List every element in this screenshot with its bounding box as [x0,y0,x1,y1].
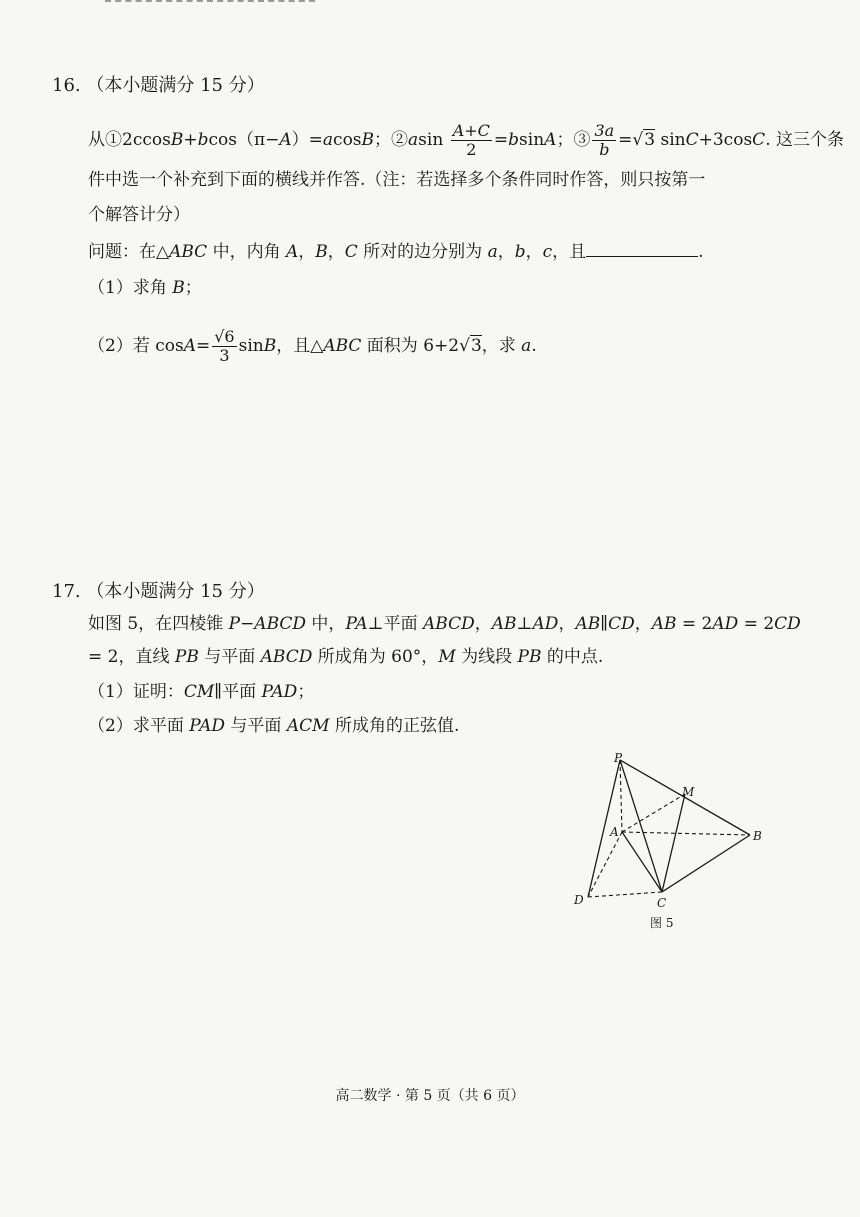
var: c [542,242,553,262]
text: ）= [291,130,323,150]
text: 中，内角 [207,242,286,262]
text: + [183,130,198,150]
edge-dc-hidden [588,892,662,897]
q16-part1 [88,276,202,300]
edge-ad-hidden [588,832,622,897]
var: ABCD [260,647,313,667]
edge-cb [662,835,750,892]
q16-part2 [88,328,537,365]
var: a [322,130,334,150]
text: ⊥ [516,614,533,634]
var: PB [174,647,199,667]
text: ；③ [556,130,591,150]
frac-num: 3a [594,121,615,140]
q17-heading: （本小题满分 15 分） [86,581,265,602]
var: b [508,130,520,150]
text: ， [525,242,543,262]
var: A [183,336,196,356]
text: ，且 [552,242,587,262]
text: ，且△ [276,336,324,356]
var: ABCD [423,614,475,634]
var: AB [651,614,677,634]
q17-header [52,580,265,604]
text: 如图 5，在四棱锥 [88,614,229,634]
edge-ca [622,832,662,892]
q16-problem-line [88,240,704,264]
frac-den: 3 [219,346,230,365]
var: CD [608,614,635,634]
text: （2）若 cos [88,336,184,356]
text: （2）求平面 [88,716,190,736]
text: = 2 [738,614,775,634]
text: ∥平面 [214,682,262,702]
text: 所成角为 60°， [312,647,439,667]
var: B [170,130,184,150]
text: 与平面 [198,647,261,667]
text: 面积为 6+2 [361,336,460,356]
var: C [344,242,358,262]
var: A [544,130,557,150]
sqrt-sign: √ [632,130,644,150]
fraction-3a-over-b [592,122,616,159]
text: = [493,130,509,150]
var: PAD [189,716,226,736]
edge-pa-hidden [620,760,622,832]
text: 从①2ccos [88,130,171,150]
var: AB [491,614,517,634]
q17-line1 [88,612,801,636]
var: a [408,130,419,150]
frac-den: 2 [466,140,477,159]
q16-heading: （本小题满分 15 分） [86,75,265,96]
text: = [195,336,211,356]
text: ， [298,242,316,262]
text: （1）求角 [88,278,173,298]
var: B [172,278,185,298]
var: C [685,130,699,150]
text: ， [634,614,652,634]
text: ⊥平面 [367,614,423,634]
label-a: A [610,825,619,839]
answer-blank [586,240,698,257]
text: 与平面 [225,716,287,736]
q17-line2 [88,645,603,669]
figure-caption: 图 5 [650,916,674,930]
var: PA [345,614,368,634]
var: ACM [286,716,330,736]
text: 为线段 [455,647,518,667]
text: . 这三个条 [765,130,844,150]
text: 的中点. [541,647,604,667]
label-p: P [614,752,623,765]
var: A [285,242,299,262]
top-dashed-rule [105,0,315,5]
var: a [521,336,532,356]
frac-num: √6 [214,327,235,346]
text: ； [297,682,315,702]
q16-instruction-line: 件中选一个补充到下面的横线并作答.（注：若选择多个条件同时作答，则只按第一 [88,170,706,190]
text: +3cos [698,130,753,150]
text: （1）证明： [88,682,184,702]
text: . [531,336,537,356]
var: AB [575,614,601,634]
q16-instruction-line-2: 个解答计分） [88,205,190,225]
var: ABC [323,336,362,356]
text: cos [333,130,362,150]
var: AD [532,614,559,634]
label-c: C [657,896,667,910]
text: ， [474,614,492,634]
var: PAD [261,682,298,702]
var: a [487,242,498,262]
fraction-a-plus-c-over-2 [451,122,492,159]
var: CD [774,614,801,634]
text: ； [184,278,202,298]
frac-num: A+C [452,121,490,140]
text: ，求 [481,336,522,356]
var: P−ABCD [228,614,307,634]
var: B [315,242,328,262]
edge-am-hidden [622,794,685,832]
text: = 2 [676,614,713,634]
label-b: B [753,829,762,843]
text: 中， [306,614,346,634]
text: 问题：在△ [88,242,170,262]
var: CM [183,682,215,702]
var: B [263,336,277,356]
edge-cm [662,794,685,892]
q16-number: 16. [52,75,81,96]
q17-part2 [88,714,459,738]
text: 所对的边分别为 [357,242,488,262]
text: sin [655,130,686,150]
var: C [752,130,766,150]
label-m: M [682,785,695,799]
var: AD [712,614,739,634]
text: 所成角的正弦值. [329,716,460,736]
radicand: 3 [470,336,482,356]
var: PB [517,647,542,667]
var: b [197,130,209,150]
label-d: D [574,893,584,907]
text: ， [558,614,576,634]
edge-pc [620,760,662,892]
text: sin [418,130,444,150]
text: ；② [374,130,409,150]
text: = [618,130,633,150]
var: ABC [169,242,208,262]
radicand: 3 [644,130,656,150]
text: sin [519,130,545,150]
q16-header [52,74,265,98]
fraction-root6-over-3 [212,328,236,365]
frac-den: b [599,140,610,159]
text: ∥ [600,614,609,634]
var: b [514,242,526,262]
text: cos（π− [208,130,280,150]
text: . [698,242,704,262]
var: B [361,130,375,150]
edge-ab-hidden [622,832,750,835]
var: A [279,130,292,150]
sqrt-sign: √ [459,336,470,356]
q17-part1 [88,680,314,704]
text: sin [238,336,264,356]
q17-number: 17. [52,581,81,602]
text: ， [497,242,515,262]
text: ， [327,242,345,262]
q16-conditions-line [88,122,844,159]
text: = 2，直线 [88,647,175,667]
page-footer: 高二数学 · 第 5 页（共 6 页） [335,1088,525,1104]
var: M [438,647,456,667]
